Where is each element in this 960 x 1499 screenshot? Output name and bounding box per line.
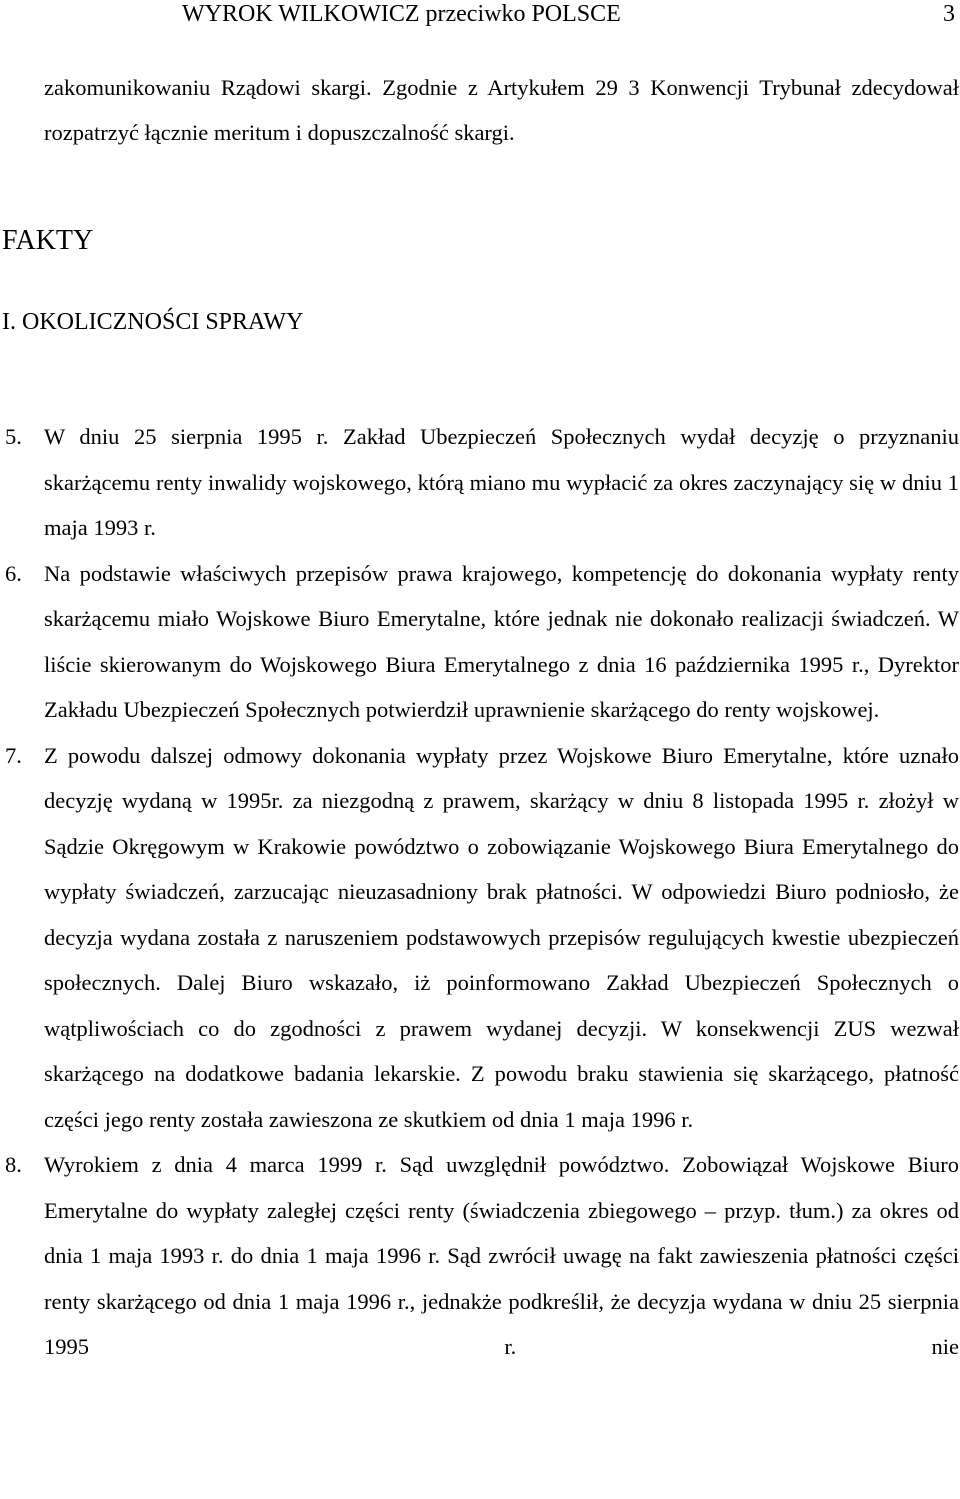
paragraph-text: Na podstawie właściwych przepisów prawa krajowego, kompetencję do dokonania wypłaty renty skarżącemu miało Wojskowe Biuro Emerytalne, które jednak nie dokonało realizacji świadczeń. W liście skierowanym do Wojskowego Biura Emerytalnego z dnia 16 października 1995 r., Dyrektor Zakładu Ubezpieczeń Społecznych potwierdził uprawnienie skarżącego do renty wojskowej. bbox=[44, 560, 959, 722]
section-title: FAKTY bbox=[2, 225, 94, 256]
paragraph-text: W dniu 25 sierpnia 1995 r. Zakład Ubezpieczeń Społecznych wydał decyzję o przyznaniu skarżącemu renty inwalidy wojskowego, którą miano mu wypłacić za okres zaczynający się w dniu 1 maja 1993 r. bbox=[44, 424, 959, 540]
paragraph-number: 7. bbox=[5, 742, 22, 768]
paragraph-7 bbox=[0, 733, 959, 1143]
page-number: 3 bbox=[943, 1, 955, 27]
paragraph-number: 6. bbox=[5, 560, 22, 586]
paragraph-6 bbox=[0, 551, 959, 733]
page-header bbox=[182, 0, 955, 28]
paragraph-list bbox=[0, 414, 959, 1370]
paragraph-8 bbox=[0, 1142, 959, 1370]
paragraph-number: 5. bbox=[5, 424, 22, 449]
intro-paragraph: zakomunikowaniu Rządowi skargi. Zgodnie z Artykułem 29 3 Konwencji Trybunał zdecydował rozpatrzyć łącznie meritum i dopuszczalność skargi. bbox=[44, 75, 959, 145]
paragraph-text: Wyrokiem z dnia 4 marca 1999 r. Sąd uwzględnił powództwo. Zobowiązał Wojskowe Biuro Emerytalne do wypłaty zaległej części renty (świadczenia zbiegowego – przyp. tłum.) za okres od dnia 1 maja 1993 r. do dnia 1 maja 1996 r. Sąd zwrócił uwagę na fakt zawieszenia płatności części renty skarżącego od dnia 1 maja 1996 r., jednakże podkreślił, że decyzja wydana w dniu 25 sierpnia 1995 r. nie bbox=[44, 1152, 959, 1359]
section-subtitle: I. OKOLICZNOŚCI SPRAWY bbox=[2, 309, 304, 335]
running-title: WYROK WILKOWICZ przeciwko POLSCE bbox=[182, 1, 621, 27]
paragraph-5 bbox=[0, 414, 959, 551]
paragraph-text: Z powodu dalszej odmowy dokonania wypłaty przez Wojskowe Biuro Emerytalne, które uznało decyzję wydaną w 1995r. za niezgodną z prawem, skarżący w dniu 8 listopada 1995 r. złożył w Sądzie Okręgowym w Krakowie powództwo o zobowiązanie Wojskowego Biura Emerytalnego do wypłaty świadczeń, zarzucając nieuzasadniony brak płatności. W odpowiedzi Biuro podniosło, że decyzja wydana została z naruszeniem podstawowych przepisów regulujących kwestie ubezpieczeń społecznych. Dalej Biuro wskazało, iż poinformowano Zakład Ubezpieczeń Społecznych o wątpliwościach co do zgodności z prawem wydanej decyzji. W konsekwencji ZUS wezwał skarżącego na dodatkowe badania lekarskie. Z powodu braku stawienia się skarżącego, płatność części jego renty została zawieszona ze skutkiem od dnia 1 maja 1996 r. bbox=[44, 742, 959, 1132]
paragraph-number: 8. bbox=[5, 1152, 22, 1177]
